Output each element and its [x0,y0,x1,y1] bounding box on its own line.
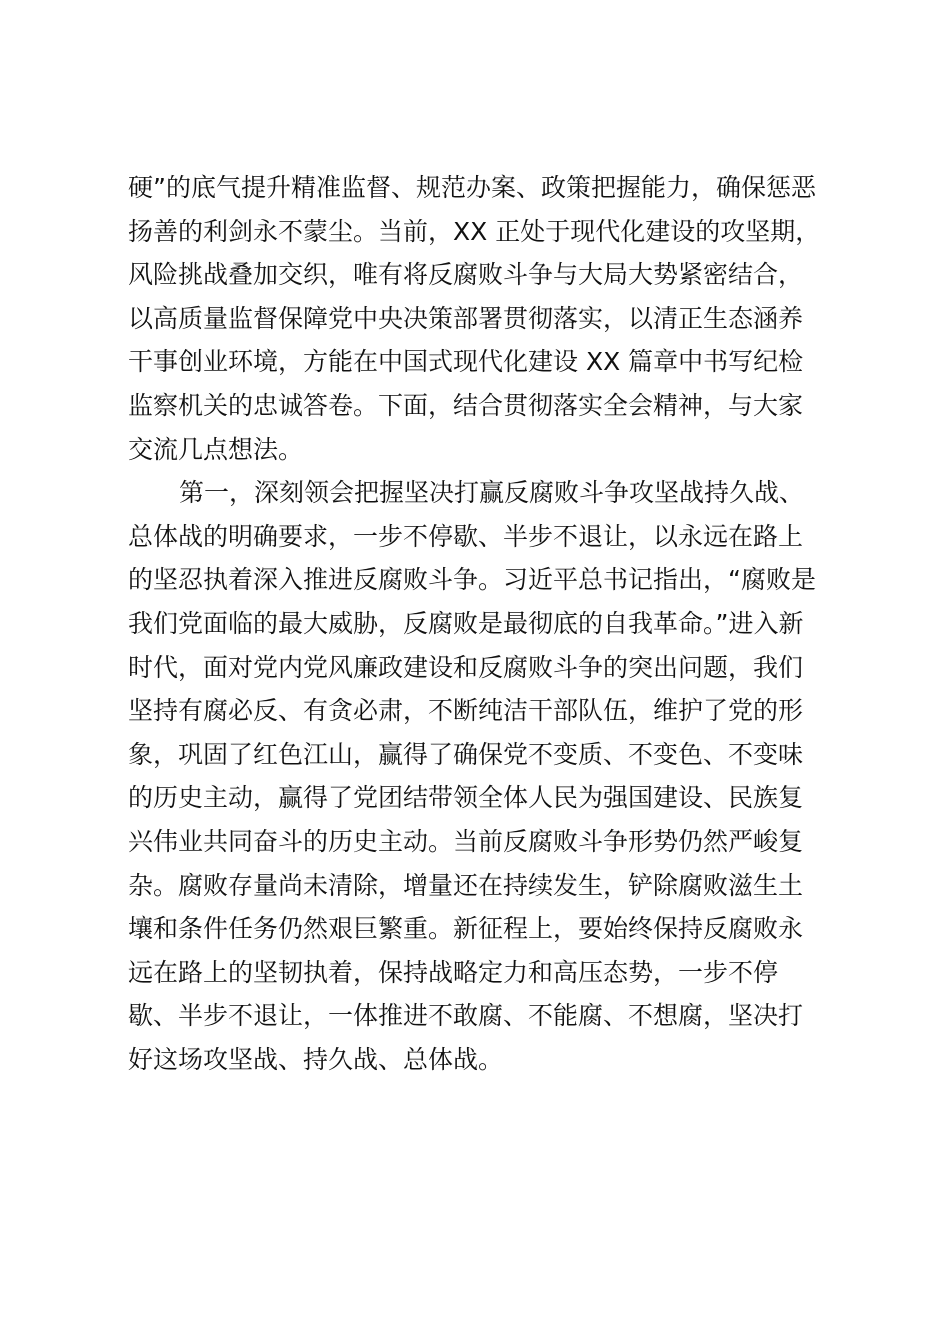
text-line: 坚持有腐必反、有贪必肃，不断纯洁干部队伍，维护了党的形 [128,696,804,726]
text-line: 扬善的利剑永不蒙尘。当前，XX 正处于现代化建设的攻坚期， [128,216,821,246]
text-line: 第一，深刻领会把握坚决打赢反腐败斗争攻坚战持久战、 [179,478,805,508]
text-line: 交流几点想法。 [128,434,304,464]
text-line: 时代，面对党内党风廉政建设和反腐败斗争的突出问题，我们 [128,652,804,682]
text-line: 总体战的明确要求，一步不停歇、半步不退让，以永远在路上 [128,521,804,551]
text-line: 我们党面临的最大威胁，反腐败是最彻底的自我革命。”进入新 [128,608,804,638]
text-line: 以高质量监督保障党中央决策部署贯彻落实，以清正生态涵养 [128,303,804,333]
text-line: 象，巩固了红色江山，赢得了确保党不变质、不变色、不变味 [128,739,804,769]
text-line: 杂。腐败存量尚未清除，增量还在持续发生，铲除腐败滋生土 [128,870,804,900]
text-line: 监察机关的忠诚答卷。下面，结合贯彻落实全会精神，与大家 [128,390,804,420]
text-line: 兴伟业共同奋斗的历史主动。当前反腐败斗争形势仍然严峻复 [128,826,804,856]
text-line: 风险挑战叠加交织，唯有将反腐败斗争与大局大势紧密结合， [128,260,804,290]
text-line: 远在路上的坚韧执着，保持战略定力和高压态势，一步不停 [128,957,779,987]
text-line: 的坚忍执着深入推进反腐败斗争。习近平总书记指出，“腐败是 [128,565,816,595]
text-line: 硬”的底气提升精准监督、规范办案、政策把握能力，确保惩恶 [128,173,816,202]
document-body [128,166,848,1081]
text-line: 干事创业环境，方能在中国式现代化建设 XX 篇章中书写纪检 [128,347,804,377]
text-line: 的历史主动，赢得了党团结带领全体人民为强国建设、民族复 [128,783,804,813]
text-line: 歇、半步不退让，一体推进不敢腐、不能腐、不想腐，坚决打 [128,1001,804,1031]
text-line: 壤和条件任务仍然艰巨繁重。新征程上，要始终保持反腐败永 [128,914,804,944]
text-line: 好这场攻坚战、持久战、总体战。 [128,1044,504,1074]
